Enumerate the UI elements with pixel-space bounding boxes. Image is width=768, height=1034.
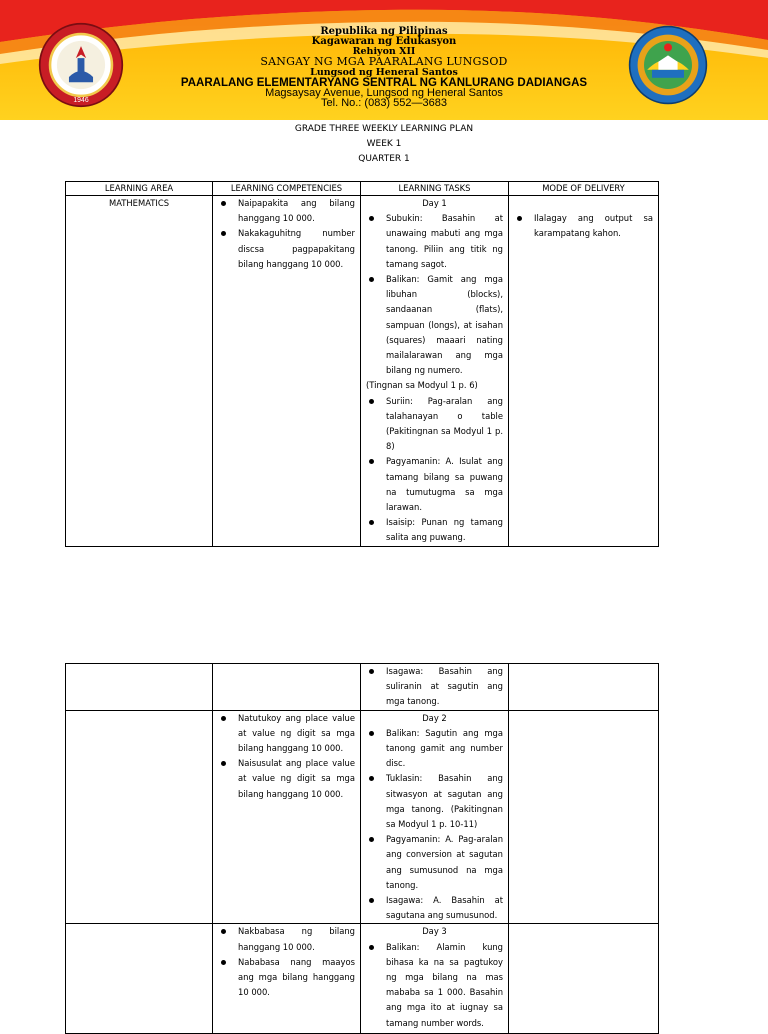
task-item: Isagawa: A. Basahin at sagutana ang sumusunod. — [366, 893, 503, 923]
delivery-item: Ilalagay ang output sa karampatang kahon. — [514, 211, 653, 241]
header-city: Lungsod ng Heneral Santos — [310, 67, 458, 78]
weekly-plan-table — [65, 181, 659, 547]
plan-title: GRADE THREE WEEKLY LEARNING PLAN — [294, 124, 474, 134]
competencies-cell — [213, 710, 361, 924]
task-item: Isagawa: Basahin ang suliranin at sagutin ang mga tanong. — [366, 664, 503, 710]
task-item: Subukin: Basahin at unawaing mabuti ang mga tanong. Piliin ang titik ng tamang sagot. — [366, 211, 503, 272]
task-item: Balikan: Sagutin ang mga tanong gamit ang number disc. — [366, 726, 503, 772]
learning-area-cell — [66, 196, 213, 547]
task-item: Isaisip: Punan ng tamang salita ang puwang. — [366, 515, 503, 545]
competency-item: Nababasa nang maayos ang mga bilang hanggang 10 000. — [218, 955, 355, 1001]
day-label: Day 2 — [422, 712, 447, 723]
competency-item: Naisusulat ang place value at value ng digit sa mga bilang hanggang 10 000. — [218, 756, 355, 802]
header-department: Kagawaran ng Edukasyon — [311, 36, 457, 47]
task-item: Balikan: Gamit ang mga libuhan (blocks), sandaanan (flats), sampuan (longs), at isahan (squares) maaari nating mailalarawan ang mga bilang ng numero. — [366, 272, 503, 378]
tasks-cell — [361, 196, 509, 547]
delivery-cell — [509, 664, 659, 711]
competency-item: Nakakaguhitng number discsa pagpapakitang bilang hanggang 10 000. — [218, 226, 355, 272]
task-item: Balikan: Alamin kung bihasa ka na sa pagtukoy ng mga bilang na mas mababa sa 1 000. Basahin ang mga ito at iugnay sa tamang number words. — [366, 940, 503, 1031]
header-region: Rehiyon XII — [352, 46, 416, 57]
day-label: Day 3 — [422, 926, 447, 937]
delivery-cell — [509, 710, 659, 924]
header-school-name: PAARALANG ELEMENTARYANG SENTRAL NG KANLURANG DADIANGAS — [180, 77, 588, 89]
competencies-cell — [213, 664, 361, 711]
letterhead-banner — [0, 0, 768, 120]
competency-item: Natutukoy ang place value at value ng digit sa mga bilang hanggang 10 000. — [218, 711, 355, 757]
table-header-row — [66, 182, 659, 196]
table-row-continued — [66, 664, 659, 711]
subject-label: MATHEMATICS — [108, 198, 170, 208]
weekly-plan-table-continued — [65, 663, 659, 1034]
tasks-cell — [361, 664, 509, 711]
header-address: Magsaysay Avenue, Lungsod ng Heneral Santos — [265, 87, 503, 99]
competencies-cell — [213, 196, 361, 547]
task-item: Suriin: Pag-aralan ang talahanayan o table (Pakitingnan sa Modyul 1 p. 8) — [366, 394, 503, 455]
competency-item: Naipapakita ang bilang hanggang 10 000. — [218, 196, 355, 226]
competency-item: Nakbabasa ng bilang hanggang 10 000. — [218, 924, 355, 954]
task-item: Tuklasin: Basahin ang sitwasyon at sagutan ang mga tanong. (Pakitingnan sa Modyul 1 p. 10-11) — [366, 771, 503, 832]
plan-week: WEEK 1 — [366, 139, 402, 149]
tasks-cell — [361, 710, 509, 924]
table-row-day1 — [66, 196, 659, 547]
header-republic: Republika ng Pilipinas — [320, 26, 448, 37]
task-item: Pagyamanin: A. Pag-aralan ang conversion at sagutan ang sumusunod na mga tanong. — [366, 832, 503, 893]
tasks-cell — [361, 924, 509, 1034]
header-learning-area: LEARNING AREA — [66, 182, 213, 196]
header-division: SANGAY NG MGA PAARALANG LUNGSOD — [260, 55, 508, 68]
seal-year: 1946 — [73, 96, 89, 104]
learning-area-cell — [66, 664, 213, 711]
day-label: Day 1 — [422, 198, 447, 208]
task-item: Pagyamanin: A. Isulat ang tamang bilang sa puwang na tumutugma sa mga larawan. — [366, 454, 503, 515]
table-row-day3 — [66, 924, 659, 1034]
competencies-cell — [213, 924, 361, 1034]
header-mode-of-delivery: MODE OF DELIVERY — [509, 182, 659, 196]
header-learning-competencies: LEARNING COMPETENCIES — [213, 182, 361, 196]
table-row-day2 — [66, 710, 659, 924]
delivery-cell — [509, 924, 659, 1034]
learning-area-cell — [66, 710, 213, 924]
delivery-cell — [509, 196, 659, 547]
header-telephone: Tel. No.: (083) 552—3683 — [321, 97, 447, 109]
plan-quarter: QUARTER 1 — [358, 154, 410, 164]
header-learning-tasks: LEARNING TASKS — [361, 182, 509, 196]
learning-area-cell — [66, 924, 213, 1034]
module-reference-note: (Tingnan sa Modyul 1 p. 6) — [366, 380, 478, 391]
